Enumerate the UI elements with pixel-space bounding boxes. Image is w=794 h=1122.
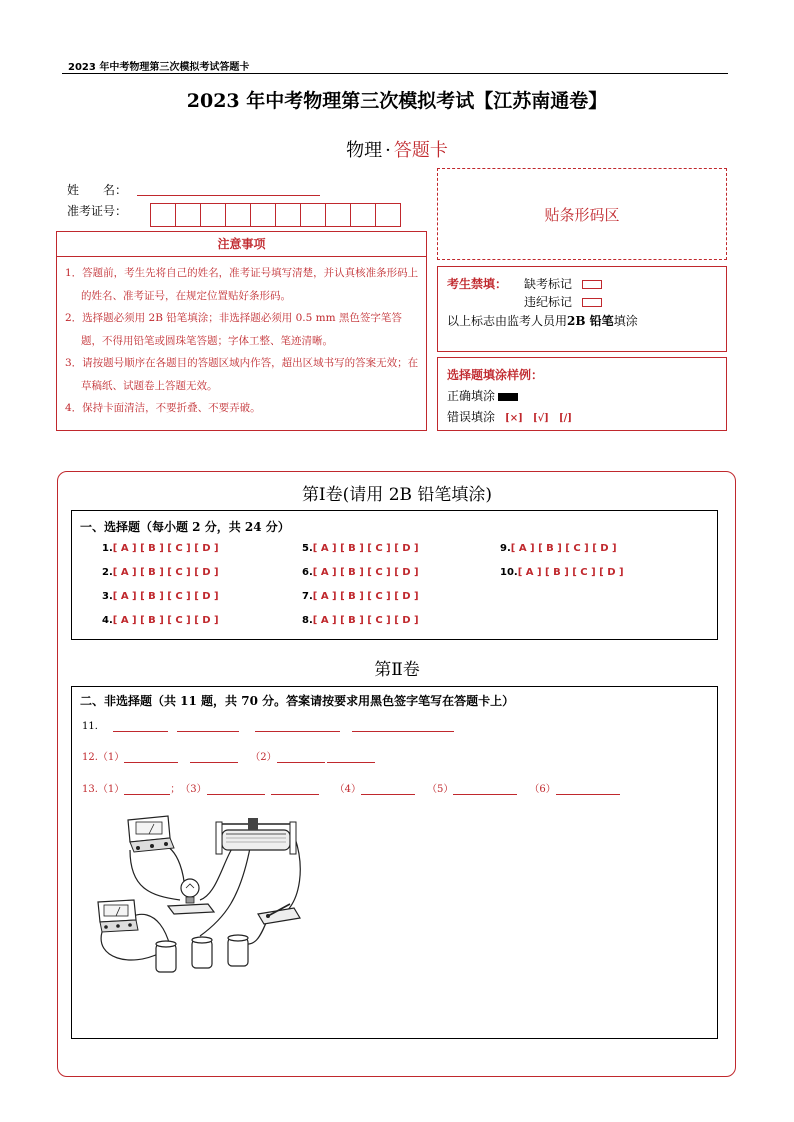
violation-mark-label: 违纪标记 bbox=[524, 295, 573, 309]
q13-part4: （4） bbox=[334, 784, 362, 795]
q-options[interactable]: [ A ] [ B ] [ C ] [ D ] bbox=[112, 543, 219, 554]
notice-heading: 注意事项 bbox=[57, 232, 426, 257]
q13-blank-3a[interactable] bbox=[207, 784, 265, 795]
q13-blank-6[interactable] bbox=[556, 784, 620, 795]
q13-part1: （1） bbox=[97, 784, 125, 795]
q11-row bbox=[82, 717, 454, 732]
wire bbox=[101, 932, 160, 960]
subtitle-card: 答题卡 bbox=[393, 140, 448, 161]
part2-heading: 第Ⅱ卷 bbox=[374, 660, 420, 680]
q-number: 7. bbox=[302, 591, 313, 602]
name-field[interactable] bbox=[137, 195, 320, 196]
notice-item: 2．选择题必须用 2B 铅笔填涂；非选择题必须用 0.5 mm 黑色签字笔答题，不得用铅笔或圆珠笔答题；字体工整、笔迹清晰。 bbox=[65, 312, 402, 347]
q13-part6: （6） bbox=[529, 784, 556, 795]
choice-section-title: 一、选择题（每小题 2 分，共 24 分） bbox=[80, 520, 290, 534]
q-options[interactable]: [ A ] [ B ] [ C ] [ D ] bbox=[312, 615, 419, 626]
wrong-fill-row bbox=[447, 408, 572, 425]
wire bbox=[200, 848, 250, 936]
sample-label bbox=[447, 366, 543, 383]
wrong-fill-label: 错误填涂 bbox=[447, 410, 496, 424]
q13-blank-1[interactable] bbox=[124, 784, 170, 795]
q13-blank-5[interactable] bbox=[453, 784, 517, 795]
forbid-note-pre: 以上标志由监考人员用 bbox=[447, 314, 568, 328]
q13-row bbox=[82, 780, 620, 795]
id-digit-box[interactable] bbox=[300, 203, 326, 227]
q-options[interactable]: [ A ] [ B ] [ C ] [ D ] bbox=[312, 591, 419, 602]
switch-icon bbox=[258, 904, 300, 924]
id-digit-box[interactable] bbox=[175, 203, 201, 227]
q-number: 4. bbox=[102, 615, 113, 626]
q12-blank-2[interactable] bbox=[190, 752, 238, 763]
violation-mark-box[interactable] bbox=[582, 298, 602, 307]
q-options[interactable]: [ A ] [ B ] [ C ] [ D ] bbox=[312, 543, 419, 554]
id-label: 准考证号： bbox=[67, 204, 128, 218]
id-digit-box[interactable] bbox=[250, 203, 276, 227]
forbid-label: 考生禁填： bbox=[447, 277, 508, 291]
absent-mark-label: 缺考标记 bbox=[524, 277, 573, 291]
wrong-mark-cross: [×] bbox=[505, 413, 523, 424]
choice-q3[interactable] bbox=[102, 591, 219, 602]
violation-mark-row bbox=[524, 293, 602, 310]
running-header: 2023 年中考物理第三次模拟考试答题卡 bbox=[68, 62, 250, 73]
non-choice-section-title: 二、非选择题（共 11 题，共 70 分。答案请按要求用黑色签字笔写在答题卡上） bbox=[80, 694, 515, 708]
filled-mark-sample bbox=[498, 393, 518, 401]
q-number: 1. bbox=[102, 543, 113, 554]
q13-blank-4[interactable] bbox=[361, 784, 415, 795]
q-options[interactable]: [ A ] [ B ] [ C ] [ D ] bbox=[312, 567, 419, 578]
correct-fill-row bbox=[447, 387, 518, 404]
q-options[interactable]: [ A ] [ B ] [ C ] [ D ] bbox=[517, 567, 624, 578]
q12-part1: （1） bbox=[97, 752, 125, 763]
notice-item: 3．请按题号顺序在各题目的答题区域内作答，超出区域书写的答案无效；在草稿纸、试题卷上答题无效。 bbox=[65, 357, 419, 392]
q-number: 9. bbox=[500, 543, 511, 554]
q-number: 8. bbox=[302, 615, 313, 626]
wrong-mark-slash: [/] bbox=[558, 413, 573, 424]
id-digit-box[interactable] bbox=[375, 203, 401, 227]
page-title: 2023 年中考物理第三次模拟考试【江苏南通卷】 bbox=[186, 90, 608, 112]
battery-icon bbox=[156, 935, 248, 972]
q13-number: 13. bbox=[82, 784, 98, 795]
q11-blank-4[interactable] bbox=[352, 721, 454, 732]
q-options[interactable]: [ A ] [ B ] [ C ] [ D ] bbox=[112, 615, 219, 626]
notice-item: 4．保持卡面清洁，不要折叠、不要弄破。 bbox=[65, 402, 261, 414]
notice-item: 1．答题前，考生先将自己的姓名，准考证号填写清楚，并认真核准条形码上的姓名、准考证号，在规定位置贴好条形码。 bbox=[65, 267, 419, 302]
forbid-note-bold: 2B 铅笔 bbox=[567, 314, 614, 328]
barcode-label: 贴条形码区 bbox=[544, 205, 620, 224]
id-digit-box[interactable] bbox=[200, 203, 226, 227]
choice-q6[interactable] bbox=[302, 567, 419, 578]
rheostat-icon bbox=[216, 818, 296, 854]
fill-sample-box bbox=[437, 357, 727, 431]
choice-q8[interactable] bbox=[302, 615, 419, 626]
q13-part3: （3） bbox=[180, 784, 207, 795]
q12-number: 12. bbox=[82, 752, 98, 763]
q-number: 3. bbox=[102, 591, 113, 602]
part1-heading: 第Ⅰ卷(请用 2B 铅笔填涂) bbox=[301, 485, 493, 505]
q11-blank-2[interactable] bbox=[177, 721, 239, 732]
q11-blank-3[interactable] bbox=[255, 721, 340, 732]
circuit-diagram bbox=[90, 808, 310, 978]
subtitle-dot: · bbox=[385, 140, 391, 161]
choice-q7[interactable] bbox=[302, 591, 419, 602]
q12-blank-1[interactable] bbox=[124, 752, 178, 763]
lamp-icon bbox=[168, 879, 214, 914]
q-options[interactable]: [ A ] [ B ] [ C ] [ D ] bbox=[112, 567, 219, 578]
choice-q10[interactable] bbox=[500, 567, 624, 578]
choice-q4[interactable] bbox=[102, 615, 219, 626]
q-number: 2. bbox=[102, 567, 113, 578]
absent-mark-row bbox=[524, 275, 602, 292]
id-digit-box[interactable] bbox=[225, 203, 251, 227]
q11-number: 11． bbox=[82, 721, 105, 732]
choice-q9[interactable] bbox=[500, 543, 617, 554]
page-subtitle bbox=[0, 136, 794, 162]
q-number: 10. bbox=[500, 567, 518, 578]
barcode-area bbox=[437, 168, 727, 260]
q-number: 5. bbox=[302, 543, 313, 554]
id-digit-box[interactable] bbox=[150, 203, 176, 227]
q13-part5: （5） bbox=[427, 784, 454, 795]
notice-box bbox=[56, 231, 427, 431]
q-number: 6. bbox=[302, 567, 313, 578]
q12-part2: （2） bbox=[250, 752, 277, 763]
absent-mark-box[interactable] bbox=[582, 280, 602, 289]
forbid-note bbox=[447, 312, 638, 329]
q12-blank-3[interactable] bbox=[277, 752, 325, 763]
q-options[interactable]: [ A ] [ B ] [ C ] [ D ] bbox=[510, 543, 617, 554]
subtitle-subject: 物理 bbox=[346, 140, 383, 161]
examinee-forbidden-box bbox=[437, 266, 727, 352]
name-label: 姓 名： bbox=[67, 183, 128, 197]
wire bbox=[130, 850, 180, 900]
ammeter-icon bbox=[128, 816, 174, 852]
id-digit-box[interactable] bbox=[350, 203, 376, 227]
voltmeter-icon bbox=[98, 900, 138, 932]
q13-blank-3b[interactable] bbox=[271, 784, 319, 795]
id-digit-box[interactable] bbox=[325, 203, 351, 227]
q12-row bbox=[82, 748, 375, 763]
id-digit-box[interactable] bbox=[275, 203, 301, 227]
choice-q5[interactable] bbox=[302, 543, 419, 554]
wrong-mark-check: [√] bbox=[532, 413, 549, 424]
exam-id-boxes[interactable] bbox=[151, 203, 401, 227]
header-rule bbox=[62, 73, 728, 74]
forbid-note-post: 填涂 bbox=[613, 314, 638, 328]
q13-separator: ； bbox=[170, 784, 181, 795]
q12-blank-4[interactable] bbox=[327, 752, 375, 763]
correct-fill-label: 正确填涂 bbox=[447, 389, 496, 403]
q11-blank-1[interactable] bbox=[113, 721, 168, 732]
q-options[interactable]: [ A ] [ B ] [ C ] [ D ] bbox=[112, 591, 219, 602]
choice-q2[interactable] bbox=[102, 567, 219, 578]
sample-label-text: 选择题填涂样例： bbox=[447, 368, 544, 382]
choice-q1[interactable] bbox=[102, 543, 219, 554]
